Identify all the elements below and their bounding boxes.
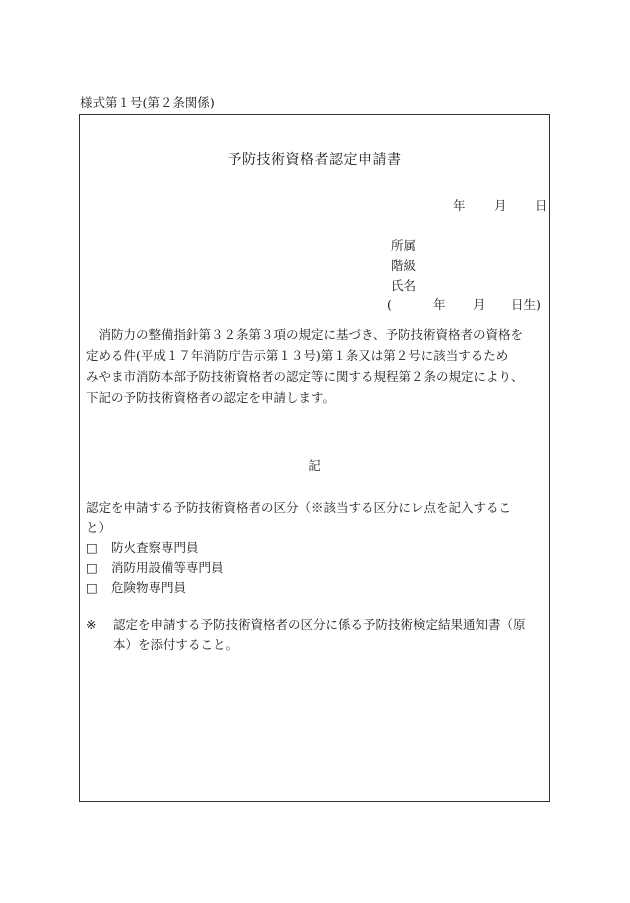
date-month-label: 月: [494, 198, 507, 213]
birth-year-label: 年: [433, 297, 446, 312]
affiliation-label: 所属: [391, 238, 417, 253]
option-label: 危険物専門員: [111, 580, 187, 595]
checkbox-icon[interactable]: □: [86, 560, 98, 575]
ki-label: 記: [308, 458, 321, 473]
application-form-frame: [79, 114, 550, 802]
birth-month-label: 月: [473, 297, 486, 312]
rank-label: 階級: [391, 258, 417, 273]
date-year-label: 年: [453, 198, 466, 213]
category-heading: 認定を申請する予防技術資格者の区分（※該当する区分にレ点を記入するこ と）: [86, 500, 512, 535]
option-fire-equipment: [86, 560, 224, 576]
birth-day-label: 日生): [511, 297, 541, 312]
document-title: 予防技術資格者認定申請書: [227, 152, 402, 168]
checkbox-icon[interactable]: □: [86, 580, 98, 595]
date-day-label: 日: [535, 198, 548, 213]
option-label: 防火査察専門員: [111, 540, 199, 555]
option-label: 消防用設備等専門員: [111, 560, 224, 575]
note-text: 認定を申請する予防技術資格者の区分に係る予防技術検定結果通知書（原 本）を添付すること。: [113, 617, 526, 652]
attachment-note: [86, 615, 550, 655]
option-fire-inspection: [86, 540, 199, 556]
form-number: 様式第１号(第２条関係): [80, 95, 215, 110]
option-hazardous-materials: [86, 580, 186, 596]
application-body-text: 消防力の整備指針第３２条第３項の規定に基づき、予防技術資格者の資格を 定める件(平成１７年消防庁告示第１３号)第１条又は第２号に該当するため みやま市消防本部予防技術資格者の認定等に関する規程第２条の規定により、 下記の予防技術資格者の認定を申請します。: [86, 327, 524, 405]
name-label: 氏名: [391, 278, 417, 293]
note-mark: ※: [86, 617, 97, 632]
birth-open-paren: (: [387, 297, 392, 312]
checkbox-icon[interactable]: □: [86, 540, 98, 555]
